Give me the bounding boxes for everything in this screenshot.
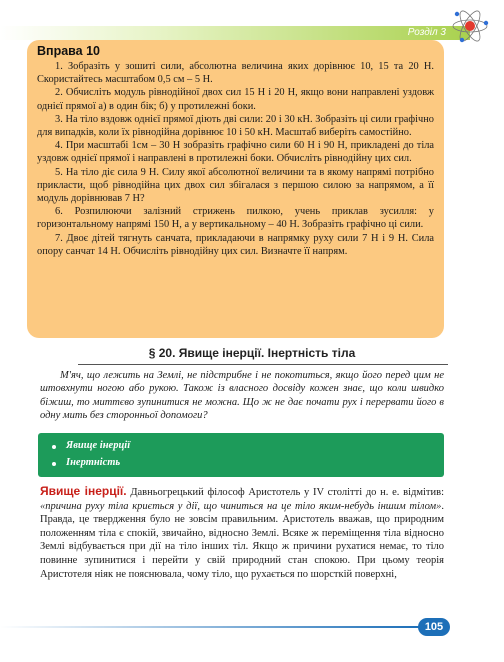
footer-rule <box>0 626 420 628</box>
section-intro: М'яч, що лежить на Землі, не підстрибне і не покотиться, якщо його перед цим не штовхнути ногою або рукою. Також із власного досвіду кожен знає, що коли швидко біжиш, то миттєво зупинитися не можна. Що ж не дає почати рух і перервати його в одну мить без сторонньої допомоги? <box>40 370 444 422</box>
page-number: 105 <box>418 618 450 636</box>
bullet-icon <box>52 462 56 466</box>
body-paragraph <box>40 485 444 581</box>
section-divider <box>78 364 448 365</box>
section-title: § 20. Явище інерції. Інертність тіла <box>148 346 356 360</box>
section-label: Розділ 3 <box>407 27 446 38</box>
exercise-title: Вправа 10 <box>37 44 101 58</box>
exercise-item: 7. Двоє дітей тягнуть санчата, прикладаючи в напрямку руху сили 7 Н і 9 Н. Сила опору санчат 14 Н. Обчисліть рівнодійну цих сил. Визначте її напрям. <box>37 232 434 257</box>
aristotle-quote: «причина руху тіла криється у дії, що чиниться на це тіло яким-небудь іншим тілом» <box>40 500 442 512</box>
exercise-item: 1. Зобразіть у зошиті сили, абсолютна величина яких дорівнює 10, 15 та 20 Н. Скористайтесь масштабом 0,5 см – 5 Н. <box>37 61 434 86</box>
keyword-item <box>66 457 120 468</box>
keyword-label: Явище інерції <box>66 440 131 451</box>
exercise-item: 3. На тіло вздовж однієї прямої діють дві сили: 20 і 30 кН. Зобразіть ці сили графічно для випадків, коли їх рівнодійна дорівнює 10 і 50 кН. Масштаб виберіть самостійно. <box>37 113 434 139</box>
keyword-label: Інертність <box>66 457 121 468</box>
paragraph-lead: Явище інерції. <box>40 484 127 498</box>
exercise-item: 4. При масштабі 1см – 30 Н зобразіть графічно сили 60 Н і 90 Н, прикладені до тіла уздовж однієї прямої і направлені в протилежні боки. Обчисліть рівнодійну цих сил. <box>37 140 434 165</box>
body-text-part: Давньогрецький філософ Аристотель у IV столітті до н. е. відмітив: <box>126 487 444 498</box>
exercise-item: 2. Обчисліть модуль рівнодійної двох сил 15 Н і 20 Н, якщо вони направлені уздовж однієї прямої а) в один бік; б) у протилежні боки. <box>37 87 434 112</box>
exercise-box <box>27 40 444 338</box>
header-bar <box>0 26 470 40</box>
atom-icon <box>448 6 492 46</box>
exercise-item: 5. На тіло діє сила 9 Н. Силу якої абсолютної величини та в якому напрямі потрібно прикласти, щоб рівнодійна цих двох сил збігалася з першою силою за напрямом, а її модуль дорівнював 7 Н? <box>37 166 434 205</box>
keywords-box <box>38 433 444 477</box>
bullet-icon <box>52 445 56 449</box>
keyword-item <box>66 440 130 451</box>
body-text-part: . Правда, це твердження було не зовсім правильним. Аристотель вважав, що природним положенням тіла є спокій, звичайно, відносно Землі. Всяке ж переміщення тіла відносно Землі відбувається при дії на тіло інших тіл. Якщо ж причини рухатися немає, то тіло повинне зупинитися і перейти у свій природний стан спокою. При цьому теорія Аристотеля ніяк не пояснювала, чому тіло, що рухається по шорсткій поверхні, <box>40 500 444 580</box>
exercise-item: 6. Розпилюючи залізний стрижень пилкою, учень приклав зусилля: у горизонтальному напрямі 150 Н, а у вертикальному – 40 Н. Зобразіть графічно ці сили. <box>37 206 434 231</box>
